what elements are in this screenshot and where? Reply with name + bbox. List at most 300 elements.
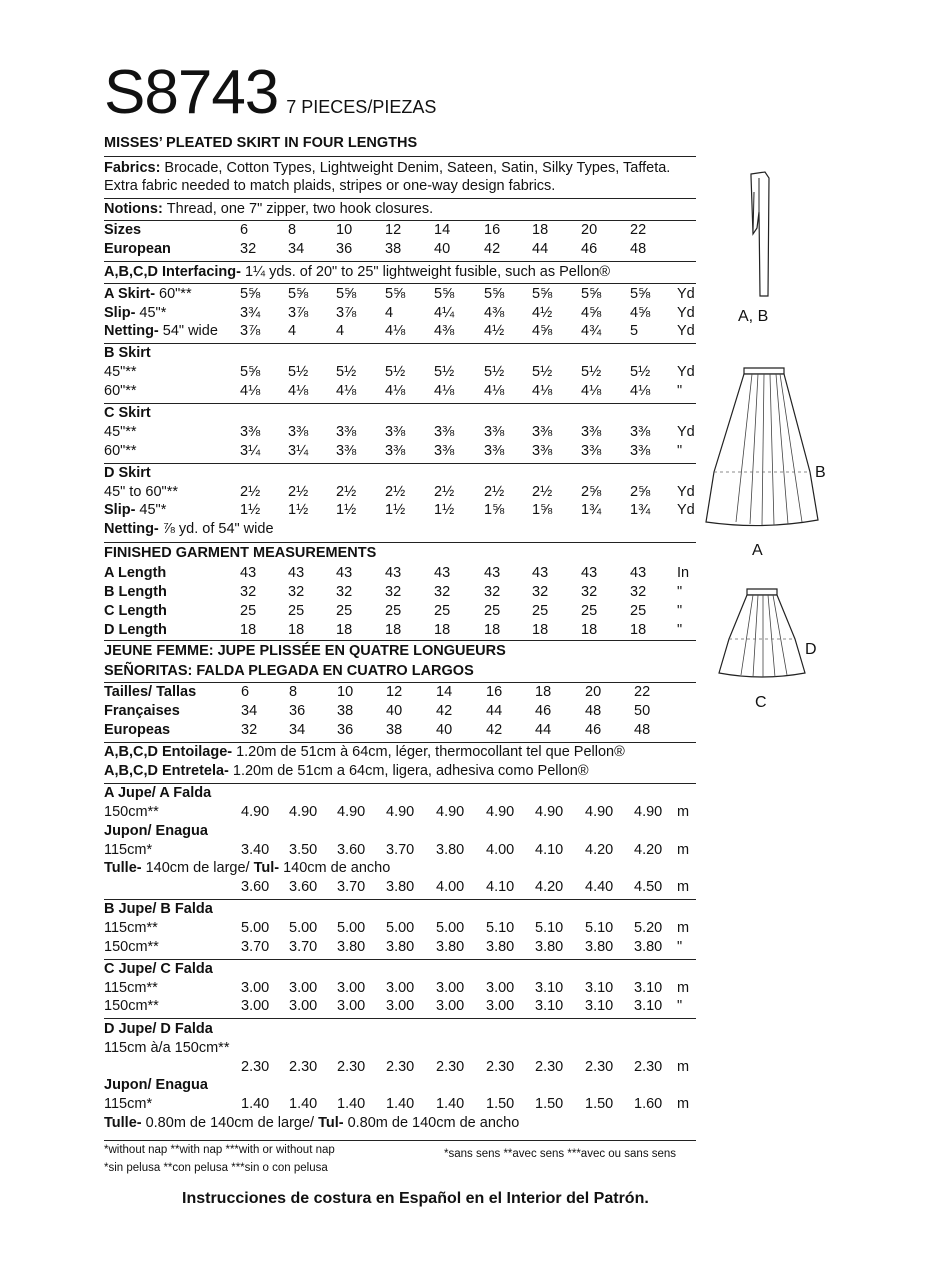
table-cell: 3⅞ xyxy=(336,305,357,321)
row-label-bold: Notions: xyxy=(104,201,163,217)
table-cell: 4⅛ xyxy=(484,383,505,399)
table-cell: 3.10 xyxy=(634,998,663,1014)
table-cell: 4.00 xyxy=(486,842,515,858)
table-cell: 4.90 xyxy=(241,804,270,820)
row-label-text: 54" wide xyxy=(162,323,218,339)
table-cell: 3.80 xyxy=(585,939,614,955)
row-label-bold: European xyxy=(104,241,171,257)
table-cell: 3⅜ xyxy=(434,443,455,459)
table-cell: 3⅜ xyxy=(336,424,357,440)
row-label xyxy=(104,702,180,721)
view-label-b: B xyxy=(815,464,826,481)
row-label xyxy=(104,1114,519,1133)
a-tulle-label-row xyxy=(104,859,696,878)
table-cell: 1⅝ xyxy=(484,502,505,518)
table-cell: 43 xyxy=(336,565,353,581)
row-label xyxy=(104,784,211,803)
table-cell: 3.70 xyxy=(337,879,366,895)
row-label-bold: D Skirt xyxy=(104,465,151,481)
row-label-bold: Europeas xyxy=(104,722,171,738)
francaises-row xyxy=(104,702,696,721)
table-cell: 3⅜ xyxy=(630,424,651,440)
unit-cell: m xyxy=(677,1059,690,1075)
fabrics-row xyxy=(104,159,696,178)
table-cell: 4.90 xyxy=(337,804,366,820)
table-cell: 4.90 xyxy=(634,804,663,820)
table-cell: 2.30 xyxy=(289,1059,318,1075)
row-label xyxy=(104,177,555,196)
table-cell: 2.30 xyxy=(386,1059,415,1075)
table-cell: 3.70 xyxy=(289,939,318,955)
table-cell: 38 xyxy=(337,703,354,719)
table-rule xyxy=(104,1018,696,1019)
row-label-bold: Tul- xyxy=(253,860,280,876)
row-label-text: ⅞ yd. of 54" wide xyxy=(162,521,274,537)
table-cell: 4⅝ xyxy=(630,305,651,321)
table-cell: 25 xyxy=(288,603,305,619)
view-label-d: D xyxy=(805,641,817,658)
d-tulle-row xyxy=(104,1114,696,1133)
c-45-row xyxy=(104,423,696,442)
table-cell: 4⅛ xyxy=(434,383,455,399)
row-label xyxy=(104,344,151,363)
unit-cell: " xyxy=(677,443,683,459)
table-cell: 43 xyxy=(484,565,501,581)
table-cell: 4⅛ xyxy=(240,383,261,399)
row-label xyxy=(104,382,137,401)
table-cell: 2.30 xyxy=(535,1059,564,1075)
table-cell: 5½ xyxy=(581,364,602,380)
row-label-bold: A,B,C,D Entretela- xyxy=(104,763,229,779)
table-cell: 8 xyxy=(288,222,297,238)
table-cell: 42 xyxy=(436,703,453,719)
row-label xyxy=(104,423,137,442)
row-label xyxy=(104,1076,208,1095)
table-cell: 5½ xyxy=(385,364,406,380)
a-150-row xyxy=(104,803,696,822)
row-label xyxy=(104,997,159,1016)
table-cell: 16 xyxy=(484,222,501,238)
unit-cell: Yd xyxy=(677,286,695,302)
tie-belt-illustration xyxy=(735,168,785,300)
c-skirt-heading xyxy=(104,404,696,423)
row-label xyxy=(104,564,166,583)
length-row xyxy=(104,602,696,621)
row-label xyxy=(104,919,158,938)
table-cell: 4.20 xyxy=(585,842,614,858)
table-cell: 4⅝ xyxy=(532,323,553,339)
table-cell: 3.00 xyxy=(337,980,366,996)
table-cell: 5 xyxy=(630,323,639,339)
row-label-bold: B Length xyxy=(104,584,167,600)
table-cell: 36 xyxy=(336,241,353,257)
table-cell: 43 xyxy=(288,565,305,581)
row-label-text: 150cm** xyxy=(104,804,159,820)
row-label xyxy=(104,221,141,240)
row-label xyxy=(104,662,474,681)
row-label-bold: SEÑORITAS: FALDA PLEGADA EN CUATRO LARGOS xyxy=(104,663,474,679)
length-row xyxy=(104,583,696,602)
table-cell: 4⅛ xyxy=(336,383,357,399)
row-label xyxy=(104,304,166,323)
table-cell: 4.20 xyxy=(634,842,663,858)
spanish-instructions-note: Instrucciones de costura en Español en el Interior del Patrón. xyxy=(182,1190,649,1207)
table-cell: 3.60 xyxy=(289,879,318,895)
row-label xyxy=(104,1095,152,1114)
table-cell: 25 xyxy=(484,603,501,619)
row-label-bold: A Skirt- xyxy=(104,286,156,302)
row-label-text: 115cm* xyxy=(104,842,153,858)
table-cell: 32 xyxy=(484,584,501,600)
table-cell: 22 xyxy=(634,684,651,700)
table-cell: 43 xyxy=(240,565,257,581)
table-cell: 3.00 xyxy=(386,998,415,1014)
row-label xyxy=(104,363,137,382)
table-cell: 3.00 xyxy=(337,998,366,1014)
table-cell: 4 xyxy=(385,305,394,321)
table-cell: 3⅜ xyxy=(484,424,505,440)
row-label-text: 60"** xyxy=(159,286,192,302)
table-cell: 5½ xyxy=(336,364,357,380)
table-cell: 3.00 xyxy=(289,998,318,1014)
table-rule xyxy=(104,198,696,199)
table-cell: 5.20 xyxy=(634,920,663,936)
table-cell: 4½ xyxy=(484,323,505,339)
c-115-row xyxy=(104,979,696,998)
row-label xyxy=(104,240,171,259)
row-label xyxy=(104,762,589,781)
unit-cell: m xyxy=(677,980,690,996)
row-label-text: 150cm** xyxy=(104,998,159,1014)
table-cell: 4.50 xyxy=(634,879,663,895)
table-cell: 3.80 xyxy=(386,939,415,955)
row-label-text: Thread, one 7" zipper, two hook closures. xyxy=(166,201,434,217)
fabrics-row-2 xyxy=(104,177,696,196)
table-cell: 3¼ xyxy=(240,443,261,459)
row-label-text: 45"* xyxy=(139,502,167,518)
row-label-bold: Sizes xyxy=(104,222,142,238)
table-cell: 5½ xyxy=(532,364,553,380)
table-cell: 5½ xyxy=(434,364,455,380)
table-cell: 18 xyxy=(532,622,549,638)
table-cell: 3.80 xyxy=(337,939,366,955)
table-cell: 1⅝ xyxy=(532,502,553,518)
unit-cell: m xyxy=(677,1096,690,1112)
table-cell: 5⅝ xyxy=(484,286,505,302)
table-cell: 2⅝ xyxy=(581,484,602,500)
table-cell: 4½ xyxy=(532,305,553,321)
table-cell: 5½ xyxy=(484,364,505,380)
row-label xyxy=(104,322,218,341)
b-115-row xyxy=(104,919,696,938)
table-cell: 42 xyxy=(484,241,501,257)
table-cell: 16 xyxy=(486,684,503,700)
table-cell: 3.00 xyxy=(436,998,465,1014)
row-label-bold: Jupon/ Enagua xyxy=(104,823,208,839)
table-cell: 3.00 xyxy=(436,980,465,996)
row-label xyxy=(104,285,192,304)
table-cell: 18 xyxy=(532,222,549,238)
table-cell: 1½ xyxy=(336,502,357,518)
table-cell: 3⅞ xyxy=(288,305,309,321)
table-cell: 4⅜ xyxy=(484,305,505,321)
table-cell: 40 xyxy=(386,703,403,719)
pattern-header xyxy=(104,58,436,128)
table-cell: 25 xyxy=(336,603,353,619)
table-cell: 3⅜ xyxy=(532,424,553,440)
row-label xyxy=(104,159,670,178)
table-cell: 32 xyxy=(240,241,257,257)
table-cell: 3⅜ xyxy=(581,424,602,440)
table-cell: 34 xyxy=(241,703,258,719)
table-cell: 4.20 xyxy=(535,879,564,895)
table-cell: 3.70 xyxy=(241,939,270,955)
row-label-bold: Tulle- xyxy=(104,860,142,876)
table-cell: 3.80 xyxy=(436,939,465,955)
a-slip-row xyxy=(104,304,696,323)
footnote-english: *without nap **with nap ***with or without nap xyxy=(104,1144,335,1156)
table-cell: 5⅝ xyxy=(532,286,553,302)
row-label xyxy=(104,134,417,153)
row-label-bold: Netting- xyxy=(104,521,159,537)
table-cell: 44 xyxy=(535,722,552,738)
table-cell: 5⅝ xyxy=(581,286,602,302)
unit-cell: In xyxy=(677,565,690,581)
table-cell: 3⅜ xyxy=(434,424,455,440)
table-cell: 2⅝ xyxy=(630,484,651,500)
row-label-text: 150cm** xyxy=(104,939,159,955)
row-label xyxy=(104,721,170,740)
table-cell: 3¼ xyxy=(288,443,309,459)
unit-cell: " xyxy=(677,383,683,399)
table-cell: 34 xyxy=(289,722,306,738)
sizes-row xyxy=(104,221,696,240)
table-cell: 48 xyxy=(634,722,651,738)
table-cell: 32 xyxy=(240,584,257,600)
row-label-bold: Fabrics: xyxy=(104,160,161,176)
row-label-text: 1.20m de 51cm à 64cm, léger, thermocollant tel que Pellon® xyxy=(236,744,625,760)
french-title xyxy=(104,642,696,661)
row-label-text: Extra fabric needed to match plaids, stripes or one-way design fabrics. xyxy=(104,178,556,194)
unit-cell: m xyxy=(677,804,690,820)
row-label xyxy=(104,621,167,640)
table-cell: 32 xyxy=(434,584,451,600)
row-label-text: 45"** xyxy=(104,364,137,380)
length-row xyxy=(104,621,696,640)
row-label-bold: Slip- xyxy=(104,502,136,518)
c-150-row xyxy=(104,997,696,1016)
table-cell: 3⅜ xyxy=(532,443,553,459)
table-cell: 1.50 xyxy=(486,1096,515,1112)
row-label xyxy=(104,263,610,282)
a-jupon-heading xyxy=(104,822,696,841)
row-label xyxy=(104,404,151,423)
table-cell: 38 xyxy=(385,241,402,257)
view-label-ab: A, B xyxy=(738,308,769,325)
table-cell: 4⅛ xyxy=(630,383,651,399)
interfacing-row xyxy=(104,263,696,282)
table-cell: 14 xyxy=(436,684,453,700)
table-cell: 3.00 xyxy=(486,980,515,996)
unit-cell: Yd xyxy=(677,323,695,339)
row-label xyxy=(104,544,376,563)
table-cell: 5.10 xyxy=(535,920,564,936)
unit-cell: " xyxy=(677,603,683,619)
row-label-bold: A,B,C,D Entoilage- xyxy=(104,744,233,760)
row-label-text: 115cm à/a 150cm** xyxy=(104,1040,230,1056)
unit-cell: m xyxy=(677,842,690,858)
row-label-bold: C Skirt xyxy=(104,405,151,421)
table-cell: 5.00 xyxy=(436,920,465,936)
table-cell: 4⅛ xyxy=(385,323,406,339)
table-cell: 5⅝ xyxy=(288,286,309,302)
table-cell: 3.40 xyxy=(241,842,270,858)
table-cell: 4.10 xyxy=(535,842,564,858)
row-label xyxy=(104,442,137,461)
unit-cell: m xyxy=(677,920,690,936)
row-label xyxy=(104,803,159,822)
table-cell: 2.30 xyxy=(241,1059,270,1075)
table-cell: 18 xyxy=(288,622,305,638)
europeas-row xyxy=(104,721,696,740)
footnote-french: *sans sens **avec sens ***avec ou sans sens xyxy=(444,1148,677,1160)
table-cell: 20 xyxy=(581,222,598,238)
table-cell: 1.40 xyxy=(241,1096,270,1112)
table-cell: 5⅝ xyxy=(240,364,261,380)
table-cell: 25 xyxy=(630,603,647,619)
row-label-text: 60"** xyxy=(104,443,137,459)
table-rule xyxy=(104,1140,696,1141)
table-cell: 18 xyxy=(240,622,257,638)
table-cell: 4 xyxy=(336,323,345,339)
row-label xyxy=(104,501,166,520)
table-cell: 40 xyxy=(434,241,451,257)
table-cell: 4.40 xyxy=(585,879,614,895)
b-jupe-heading xyxy=(104,900,696,919)
row-label xyxy=(104,938,159,957)
table-cell: 2½ xyxy=(434,484,455,500)
row-label xyxy=(104,841,152,860)
row-label-bold: MISSES’ PLEATED SKIRT IN FOUR LENGTHS xyxy=(104,135,418,151)
a-skirt-row xyxy=(104,285,696,304)
b-skirt-heading xyxy=(104,344,696,363)
unit-cell: " xyxy=(677,584,683,600)
table-cell: 1.40 xyxy=(436,1096,465,1112)
table-cell: 25 xyxy=(434,603,451,619)
table-cell: 1.40 xyxy=(337,1096,366,1112)
table-cell: 22 xyxy=(630,222,647,238)
table-cell: 5⅝ xyxy=(336,286,357,302)
table-cell: 4.90 xyxy=(289,804,318,820)
footnote-spanish: *sin pelusa **con pelusa ***sin o con pelusa xyxy=(104,1162,328,1174)
table-cell: 3.00 xyxy=(241,980,270,996)
row-label xyxy=(104,743,625,762)
table-cell: 3¾ xyxy=(240,305,261,321)
table-cell: 4¼ xyxy=(434,305,455,321)
table-cell: 43 xyxy=(630,565,647,581)
d-jupe-heading xyxy=(104,1020,696,1039)
table-cell: 4.90 xyxy=(535,804,564,820)
table-cell: 5.00 xyxy=(289,920,318,936)
table-cell: 3.80 xyxy=(436,842,465,858)
entoilage-row xyxy=(104,743,696,762)
table-cell: 3.10 xyxy=(585,998,614,1014)
view-label-a: A xyxy=(752,542,763,559)
entretela-row xyxy=(104,762,696,781)
row-label xyxy=(104,602,167,621)
table-cell: 12 xyxy=(386,684,403,700)
table-cell: 4⅛ xyxy=(288,383,309,399)
finished-title xyxy=(104,544,696,563)
row-label-text: 45" to 60"** xyxy=(104,484,178,500)
a-jupon-row xyxy=(104,841,696,860)
notions-row xyxy=(104,200,696,219)
table-cell: 8 xyxy=(289,684,298,700)
d-jupon-heading xyxy=(104,1076,696,1095)
table-cell: 18 xyxy=(581,622,598,638)
row-label-text: 45"* xyxy=(139,305,167,321)
table-cell: 42 xyxy=(486,722,503,738)
table-cell: 12 xyxy=(385,222,402,238)
table-cell: 2.30 xyxy=(486,1059,515,1075)
table-cell: 43 xyxy=(385,565,402,581)
table-cell: 38 xyxy=(386,722,403,738)
table-cell: 3.10 xyxy=(535,998,564,1014)
tailles-row xyxy=(104,683,696,702)
table-cell: 1½ xyxy=(240,502,261,518)
row-label-bold: C Jupe/ C Falda xyxy=(104,961,213,977)
table-cell: 1½ xyxy=(288,502,309,518)
table-cell: 46 xyxy=(581,241,598,257)
row-label-text: 140cm de ancho xyxy=(283,860,391,876)
table-rule xyxy=(104,542,696,543)
table-cell: 10 xyxy=(337,684,354,700)
length-row xyxy=(104,564,696,583)
european-row xyxy=(104,240,696,259)
table-cell: 4.00 xyxy=(436,879,465,895)
row-label-text: 115cm* xyxy=(104,1096,153,1112)
row-label xyxy=(104,979,158,998)
row-label-bold: JEUNE FEMME: JUPE PLISSÉE EN QUATRE LONGUEURS xyxy=(104,643,506,659)
a-netting-row xyxy=(104,322,696,341)
table-cell: 4 xyxy=(288,323,297,339)
table-cell: 36 xyxy=(289,703,306,719)
unit-cell: Yd xyxy=(677,305,695,321)
table-cell: 2½ xyxy=(385,484,406,500)
row-label-text: 115cm** xyxy=(104,920,158,936)
table-cell: 32 xyxy=(241,722,258,738)
table-cell: 1.40 xyxy=(386,1096,415,1112)
a-jupe-heading xyxy=(104,784,696,803)
table-cell: 4⅛ xyxy=(532,383,553,399)
d-jupon-row xyxy=(104,1095,696,1114)
table-cell: 3.60 xyxy=(241,879,270,895)
d-netting-row xyxy=(104,520,696,539)
table-cell: 18 xyxy=(336,622,353,638)
table-cell: 4.10 xyxy=(486,879,515,895)
english-title xyxy=(104,134,696,153)
table-cell: 3⅜ xyxy=(288,424,309,440)
row-label-bold: Tulle- xyxy=(104,1115,142,1131)
c-jupe-heading xyxy=(104,960,696,979)
row-label xyxy=(104,960,213,979)
row-label-bold: Netting- xyxy=(104,323,159,339)
row-label xyxy=(104,642,506,661)
table-rule xyxy=(104,156,696,157)
row-label xyxy=(104,683,196,702)
table-cell: 3⅞ xyxy=(240,323,261,339)
table-cell: 2½ xyxy=(484,484,505,500)
